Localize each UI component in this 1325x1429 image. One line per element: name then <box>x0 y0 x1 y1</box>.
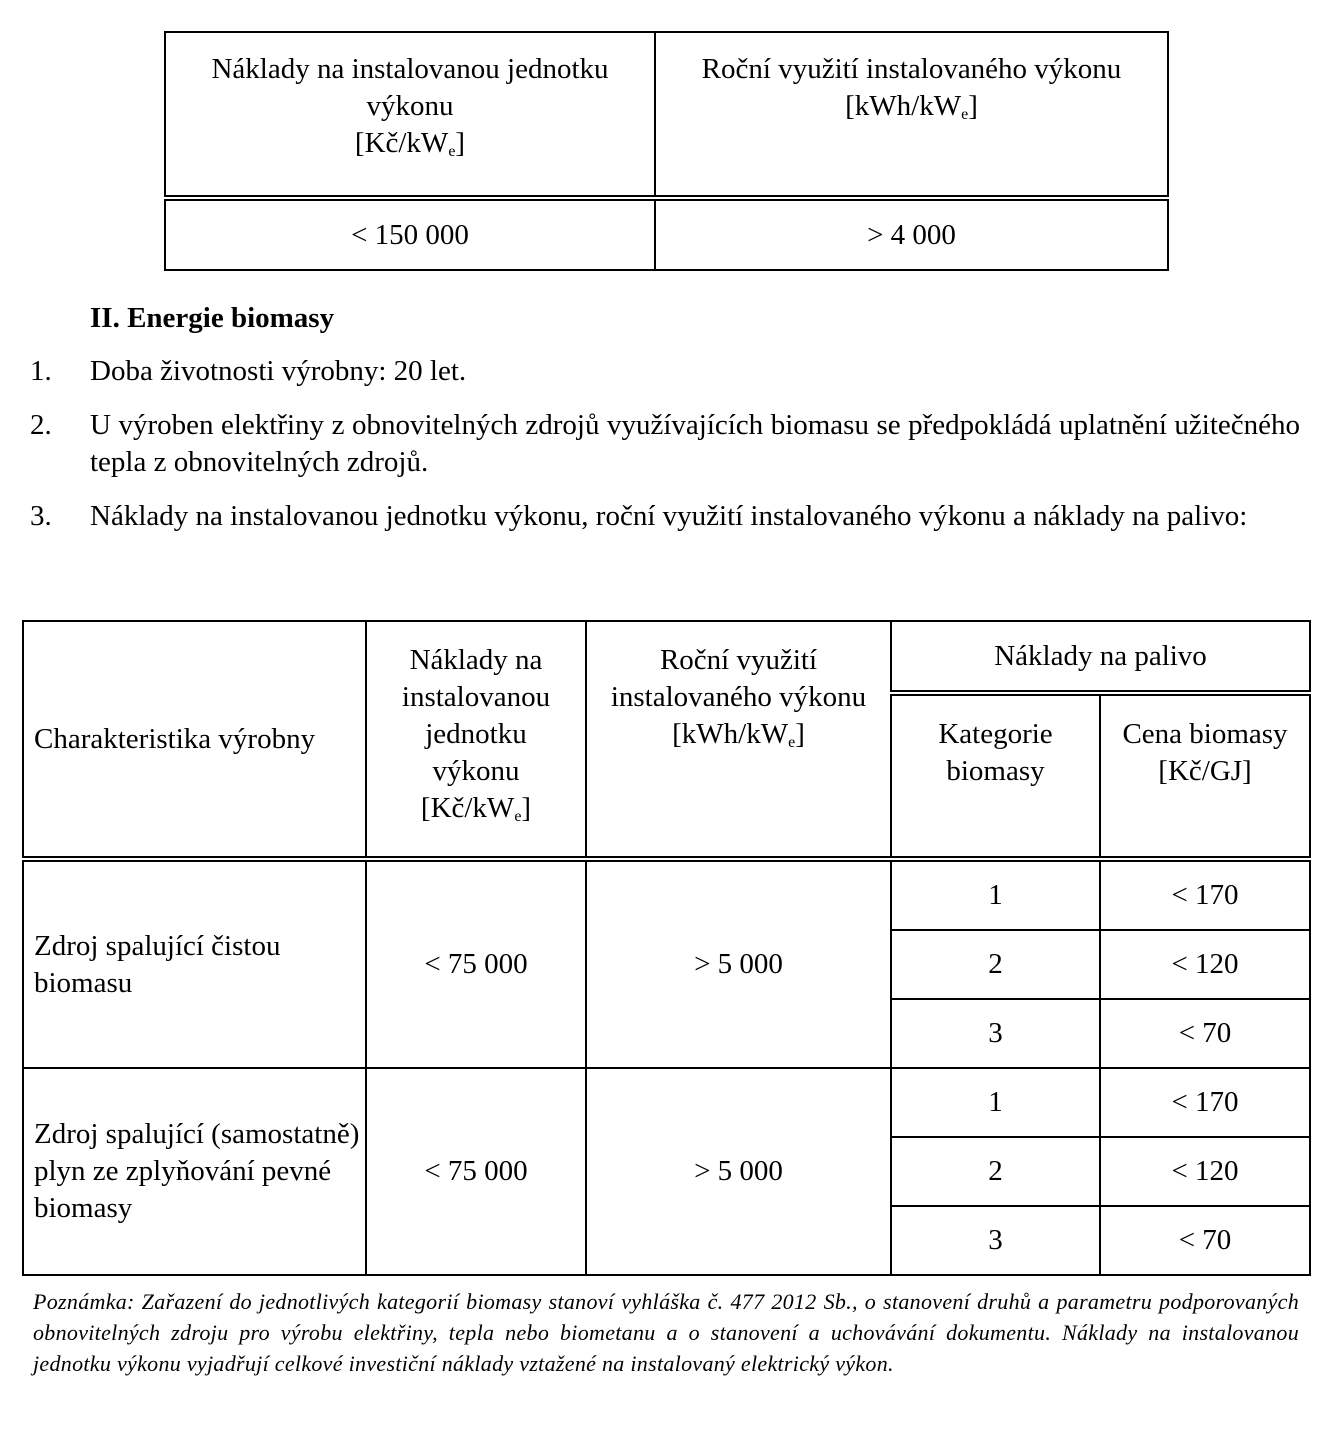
price-cell: < 120 <box>1100 930 1310 999</box>
list-text: U výroben elektřiny z obnovitelných zdrojů využívajících biomasu se předpokládá uplatnění užitečného tepla z obnovitelných zdrojů. <box>90 409 1300 478</box>
category-header: Kategorie biomasy <box>891 693 1100 859</box>
list-number: 3. <box>30 500 52 532</box>
category-cell: 3 <box>891 1206 1100 1275</box>
price-cell: < 170 <box>1100 1068 1310 1137</box>
usage-header-cell <box>655 32 1168 198</box>
characteristic-cell: Zdroj spalující čistou biomasu <box>23 859 366 1068</box>
category-cell: 2 <box>891 1137 1100 1206</box>
list-number: 1. <box>30 355 52 387</box>
category-cell: 1 <box>891 1068 1100 1137</box>
cost-cell: < 75 000 <box>366 1068 586 1275</box>
cost-header: Náklady na instalovanou jednotku výkonu $[Kč/kW_e]$ <box>366 621 586 859</box>
category-cell: 1 <box>891 859 1100 930</box>
header-text: Roční využití instalovaného výkonu <box>701 53 1122 85</box>
value-row <box>165 198 1168 270</box>
cost-header-cell <box>165 32 655 198</box>
characteristic-cell: Zdroj spalující (samostatně) plyn ze zplyňování pevné biomasy <box>23 1068 366 1275</box>
list-number: 2. <box>30 409 52 441</box>
list-item <box>30 353 1300 390</box>
unit-text: $[kWh/kW_e]$ <box>845 90 978 123</box>
cost-cell: < 75 000 <box>366 859 586 1068</box>
characteristic-header: Charakteristika výrobny <box>23 621 366 859</box>
header-text: Náklady na instalovanou jednotku <box>211 53 609 85</box>
table-row <box>23 1068 1310 1137</box>
list-item <box>30 407 1300 481</box>
category-cell: 2 <box>891 930 1100 999</box>
usage-cell: > 5 000 <box>586 859 891 1068</box>
category-cell: 3 <box>891 999 1100 1068</box>
cost-value-cell: < 150 000 <box>165 198 655 270</box>
usage-header: Roční využití instalovaného výkonu $[kWh/kW_e]$ <box>586 621 891 859</box>
fuel-header: Náklady na palivo <box>891 621 1310 693</box>
list-item <box>30 498 1300 535</box>
usage-cell: > 5 000 <box>586 1068 891 1275</box>
usage-value-cell: > 4 000 <box>655 198 1168 270</box>
section-title: II. Energie biomasy <box>90 302 335 334</box>
header-row <box>165 32 1168 198</box>
price-cell: < 70 <box>1100 999 1310 1068</box>
footnote: Poznámka: Zařazení do jednotlivých kategorií biomasy stanoví vyhláška č. 477 2012 Sb., o stanovení druhů a parametru podporovaných obnovitelných zdroju pro výrobu elektřiny, tepla nebo biometanu a o stanovení a uchovávání dokumentu. Náklady na instalovanou jednotku výkonu vyjadřují celkové investiční náklady vztažené na instalovaný elektrický výkon. <box>33 1289 1299 1376</box>
list-text: Doba životnosti výrobny: 20 let. <box>90 355 467 387</box>
unit-text: $[Kč/kW_e]$ <box>354 127 466 160</box>
header-text: výkonu <box>366 90 454 122</box>
price-cell: < 170 <box>1100 859 1310 930</box>
header-row <box>23 621 1310 693</box>
cost-usage-table <box>164 31 1169 271</box>
price-cell: < 70 <box>1100 1206 1310 1275</box>
price-cell: < 120 <box>1100 1137 1310 1206</box>
table-row <box>23 859 1310 930</box>
price-header: Cena biomasy [Kč/GJ] <box>1100 693 1310 859</box>
biomass-table <box>22 620 1311 1276</box>
list-text: Náklady na instalovanou jednotku výkonu, roční využití instalovaného výkonu a náklady na palivo: <box>90 500 1248 532</box>
